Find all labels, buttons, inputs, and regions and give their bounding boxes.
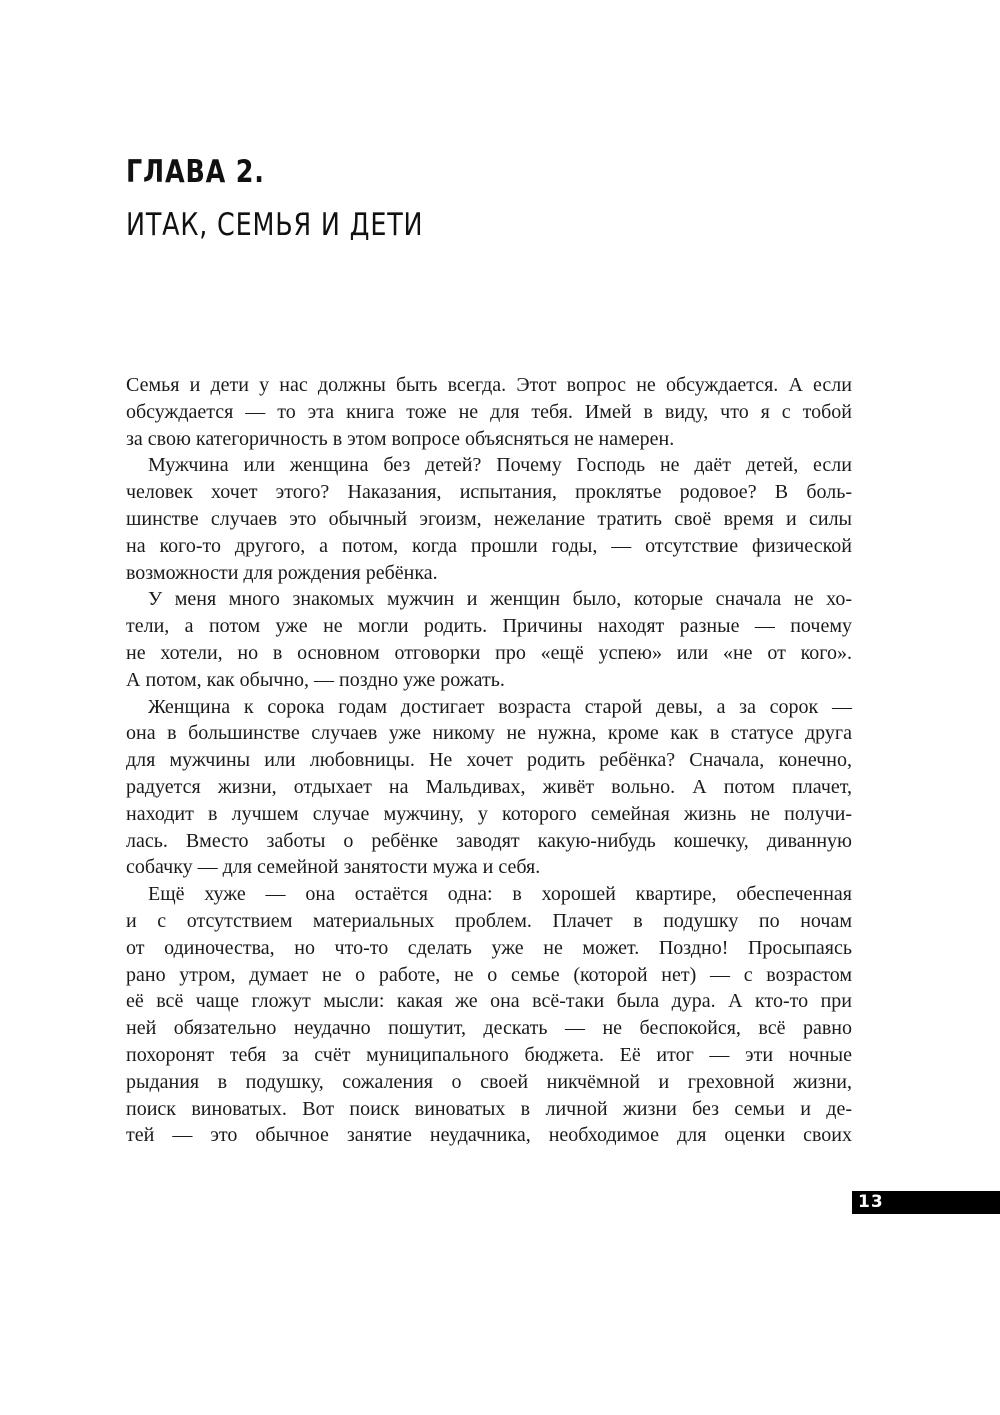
text-line: для мужчины или любовницы. Не хочет родить ребёнка? Сначала, конечно, — [126, 749, 852, 772]
paragraph — [126, 881, 852, 1149]
text-line: рыдания в подушку, сожаления о своей никчёмной и греховной жизни, — [126, 1070, 852, 1093]
paragraph — [126, 452, 852, 586]
text-line: человек хочет этого? Наказания, испытания, проклятье родовое? В боль- — [126, 481, 852, 504]
text-line: на кого-то другого, а потом, когда прошли годы, — отсутствие физической — [126, 534, 852, 557]
paragraph — [126, 372, 852, 452]
text-line: и с отсутствием материальных проблем. Плачет в подушку по ночам — [126, 909, 852, 932]
text-line: тели, а потом уже не могли родить. Причины находят разные — почему — [126, 615, 852, 638]
text-line: возможности для рождения ребёнка. — [126, 561, 438, 584]
text-line: тей — это обычное занятие неудачника, необходимое для оценки своих — [126, 1124, 852, 1147]
chapter-title: ИТАК, СЕМЬЯ И ДЕТИ — [126, 207, 424, 243]
paragraph — [126, 694, 852, 882]
page-number-bar — [852, 1191, 1000, 1214]
text-line: её всё чаще гложут мысли: какая же она всё-таки была дура. А кто-то при — [126, 990, 852, 1013]
chapter-header — [126, 150, 489, 247]
text-line: похоронят тебя за счёт муниципального бюджета. Её итог — эти ночные — [126, 1043, 852, 1066]
text-line: за свою категоричность в этом вопросе объясняться не намерен. — [126, 427, 675, 450]
text-line: ней обязательно неудачно пошутит, дескать — не беспокойся, всё равно — [126, 1017, 852, 1040]
paragraph — [126, 586, 852, 693]
page-number: 13 — [858, 1192, 884, 1212]
text-line: она в большинстве случаев уже никому не нужна, кроме как в статусе друга — [126, 722, 852, 745]
text-line: обсуждается — то эта книга тоже не для тебя. Имей в виду, что я с тобой — [126, 400, 852, 423]
text-line: собачку — для семейной занятости мужа и себя. — [126, 856, 541, 879]
text-line: поиск виноватых. Вот поиск виноватых в личной жизни без семьи и де- — [126, 1097, 852, 1120]
text-line: Семья и дети у нас должны быть всегда. Этот вопрос не обсуждается. А если — [126, 374, 852, 396]
text-line: рано утром, думает не о работе, не о семье (которой нет) — с возрастом — [126, 963, 852, 986]
text-line: Ещё хуже — она остаётся одна: в хорошей квартире, обеспеченная — [148, 883, 852, 906]
text-line: Женщина к сорока годам достигает возраста старой девы, а за сорок — — [148, 695, 852, 718]
body-text — [126, 372, 852, 1149]
text-line: Мужчина или женщина без детей? Почему Господь не даёт детей, если — [148, 454, 852, 477]
text-line: У меня много знакомых мужчин и женщин было, которые сначала не хо- — [148, 588, 852, 611]
text-line: находит в лучшем случае мужчину, у которого семейная жизнь не получи- — [126, 802, 852, 825]
text-line: от одиночества, но что-то сделать уже не может. Поздно! Просыпаясь — [126, 936, 852, 959]
text-line: А потом, как обычно, — поздно уже рожать. — [126, 668, 505, 691]
text-line: лась. Вместо заботы о ребёнке заводят какую-нибудь кошечку, диванную — [126, 829, 852, 852]
text-line: радуется жизни, отдыхает на Мальдивах, живёт вольно. А потом плачет, — [126, 775, 852, 798]
text-line: шинстве случаев это обычный эгоизм, нежелание тратить своё время и силы — [126, 507, 852, 530]
chapter-number: ГЛАВА 2. — [126, 154, 265, 190]
text-line: не хотели, но в основном отговорки про «ещё успею» или «не от кого». — [126, 641, 852, 664]
